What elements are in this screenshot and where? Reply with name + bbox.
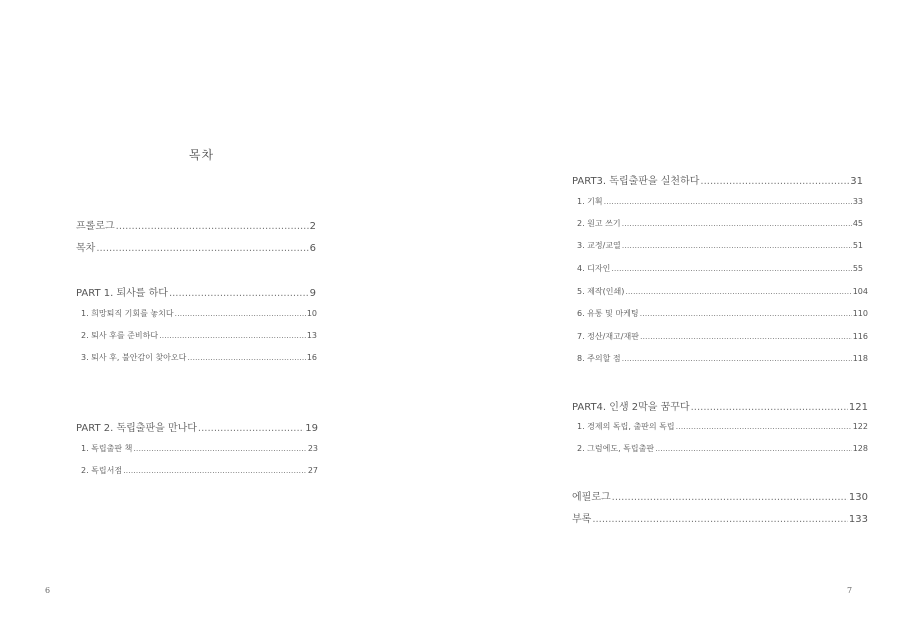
toc-entry-part1-ch1[interactable] [81, 308, 317, 320]
toc-entry-part3-ch6[interactable] [577, 308, 868, 320]
leader-dots [700, 176, 849, 186]
toc-entry-page: 6 [309, 243, 316, 253]
leader-dots [640, 309, 852, 318]
toc-entry-part3-ch3[interactable] [577, 240, 863, 252]
toc-entry-part2-ch1[interactable] [81, 443, 318, 455]
toc-entry-part1-ch2[interactable] [81, 330, 317, 342]
toc-entry-label: PART 1. 퇴사를 하다 [76, 288, 168, 298]
toc-entry-page: 133 [848, 514, 868, 524]
toc-entry-page: 110 [852, 309, 868, 318]
toc-entry-part3-ch5[interactable] [577, 286, 868, 298]
toc-entry-label: 프롤로그 [76, 221, 115, 231]
toc-entry-part1-ch3[interactable] [81, 352, 317, 364]
right-page [450, 0, 900, 638]
toc-entry-page: 122 [852, 422, 868, 431]
toc-entry-label: 2. 원고 쓰기 [577, 219, 621, 228]
toc-entry-page: 31 [850, 176, 863, 186]
leader-dots [592, 514, 848, 524]
toc-entry-page: 23 [307, 444, 318, 453]
page-number-left: 6 [45, 586, 51, 595]
leader-dots [604, 197, 852, 206]
toc-entry-part3-ch1[interactable] [577, 196, 863, 208]
toc-entry-page: 116 [852, 332, 868, 341]
toc-entry-part3[interactable] [572, 172, 863, 186]
toc-entry-label: 5. 제작(인쇄) [577, 287, 625, 296]
toc-entry-page: 118 [852, 354, 868, 363]
toc-entry-epilogue[interactable] [572, 488, 868, 502]
toc-entry-label: 2. 독립서점 [81, 466, 123, 475]
toc-entry-appendix[interactable] [572, 510, 868, 524]
toc-entry-page: 2 [309, 221, 316, 231]
leader-dots [175, 309, 306, 318]
toc-entry-page: 16 [306, 353, 317, 362]
leader-dots [691, 402, 848, 412]
toc-entry-label: 부록 [572, 514, 592, 524]
toc-entry-label: 목차 [76, 243, 96, 253]
leader-dots [655, 444, 852, 453]
toc-entry-part2[interactable] [76, 419, 318, 433]
leader-dots [611, 264, 851, 273]
toc-entry-page: 33 [852, 197, 863, 206]
toc-entry-part4-ch2[interactable] [577, 443, 868, 455]
leader-dots [169, 288, 309, 298]
toc-entry-part3-ch7[interactable] [577, 331, 868, 343]
toc-entry-page: 27 [307, 466, 318, 475]
toc-entry-label: 에필로그 [572, 492, 611, 502]
toc-entry-label: 6. 유통 및 마케팅 [577, 309, 639, 318]
toc-entry-page: 55 [852, 264, 863, 273]
leader-dots [116, 221, 309, 231]
leader-dots [640, 332, 852, 341]
toc-entry-label: PART4. 인생 2막을 꿈꾸다 [572, 402, 690, 412]
toc-entry-page: 128 [852, 444, 868, 453]
toc-entry-label: 1. 기획 [577, 197, 603, 206]
toc-entry-page: 9 [309, 288, 316, 298]
toc-entry-label: 1. 독립출판 책 [81, 444, 133, 453]
toc-entry-page: 45 [852, 219, 863, 228]
toc-entry-page: 130 [848, 492, 868, 502]
leader-dots [133, 444, 306, 453]
toc-entry-part2-ch2[interactable] [81, 465, 318, 477]
leader-dots [622, 241, 852, 250]
toc-entry-label: 2. 퇴사 후를 준비하다 [81, 331, 159, 340]
toc-entry-part4[interactable] [572, 398, 868, 412]
toc-title: 목차 [188, 148, 215, 162]
toc-entry-label: 7. 정산/재고/재판 [577, 332, 639, 341]
toc-entry-part3-ch2[interactable] [577, 218, 863, 230]
leader-dots [622, 219, 852, 228]
toc-entry-label: 8. 주의할 점 [577, 354, 621, 363]
toc-entry-label: PART3. 독립출판을 실천하다 [572, 176, 700, 186]
toc-entry-page: 121 [848, 402, 868, 412]
leader-dots [198, 423, 304, 433]
leader-dots [612, 492, 848, 502]
toc-entry-label: 1. 경제의 독립, 출판의 독립 [577, 422, 675, 431]
leader-dots [622, 354, 852, 363]
toc-entry-part4-ch1[interactable] [577, 421, 868, 433]
toc-entry-page: 51 [852, 241, 863, 250]
toc-entry-part1[interactable] [76, 284, 316, 298]
leader-dots [187, 353, 305, 362]
toc-entry-part3-ch8[interactable] [577, 353, 868, 365]
toc-entry-page: 19 [305, 423, 318, 433]
toc-entry-label: 3. 퇴사 후, 불안감이 찾아오다 [81, 353, 187, 362]
page-number-right: 7 [847, 586, 853, 595]
leader-dots [625, 287, 851, 296]
leader-dots [676, 422, 852, 431]
toc-entry-label: PART 2. 독립출판을 만나다 [76, 423, 197, 433]
toc-entry-label: 3. 교정/교열 [577, 241, 621, 250]
toc-entry-label: 2. 그럼에도, 독립출판 [577, 444, 655, 453]
toc-entry-contents[interactable] [76, 239, 316, 253]
toc-entry-page: 10 [306, 309, 317, 318]
toc-entry-label: 4. 디자인 [577, 264, 611, 273]
toc-entry-part3-ch4[interactable] [577, 263, 863, 275]
leader-dots [123, 466, 307, 475]
toc-entry-label: 1. 희망퇴직 기회를 놓치다 [81, 309, 174, 318]
toc-entry-page: 104 [852, 287, 868, 296]
leader-dots [159, 331, 306, 340]
leader-dots [96, 243, 308, 253]
toc-entry-prologue[interactable] [76, 217, 316, 231]
toc-entry-page: 13 [306, 331, 317, 340]
